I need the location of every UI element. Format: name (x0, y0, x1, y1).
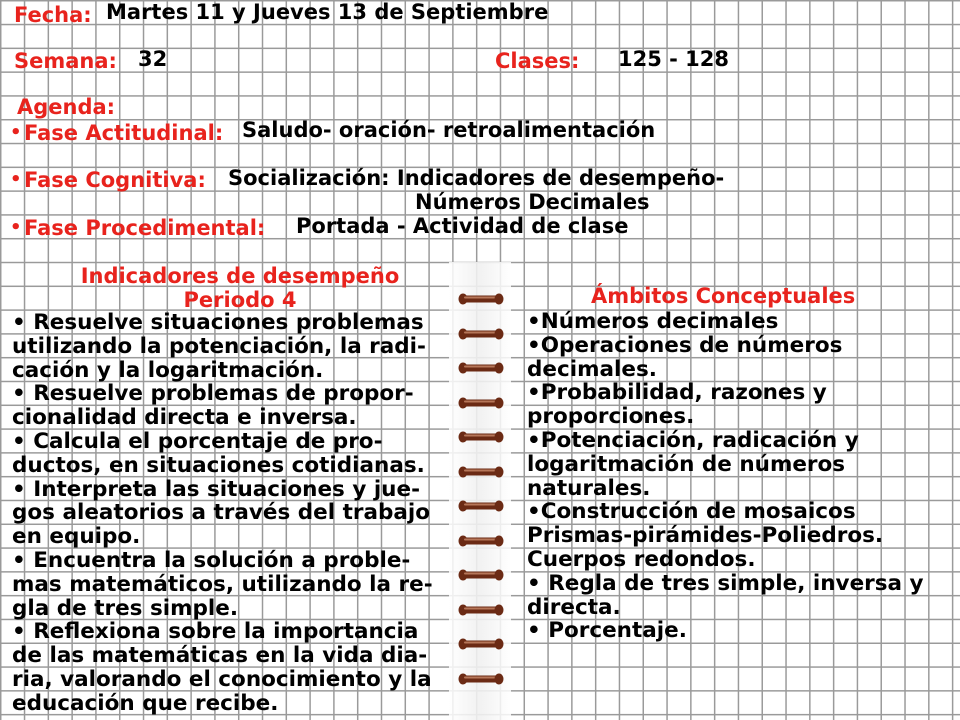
list-item: •Potenciación, radicación y (527, 427, 859, 453)
fase-actitudinal-label: Fase Actitudinal: (24, 121, 224, 145)
list-item: gos aleatorios a través del trabajo (12, 500, 431, 526)
agenda-bullet: • (10, 217, 22, 238)
list-item: •Construcción de mosaicos (527, 499, 856, 525)
spiral-ring-icon (458, 465, 504, 479)
list-item: •Probabilidad, razones y (527, 380, 827, 406)
list-item: en equipo. (12, 524, 141, 550)
spiral-ring-icon (458, 361, 504, 375)
list-item: • Regla de tres simple, inversa y (527, 570, 924, 596)
clases-value: 125 - 128 (618, 47, 730, 71)
list-item: gla de tres simple. (12, 595, 239, 621)
list-item: educación que recibe. (12, 690, 279, 716)
clases-label: Clases: (495, 49, 580, 73)
agenda-title: Agenda: (17, 95, 116, 119)
fase-cognitiva-label: Fase Cognitiva: (24, 168, 206, 192)
list-item: ria, valorando el conocimiento y la (12, 666, 432, 692)
list-item: • Interpreta las situaciones y jue- (12, 476, 420, 502)
fase-procedimental-label: Fase Procedimental: (24, 216, 266, 240)
list-item: naturales. (527, 475, 651, 501)
semana-label: Semana: (14, 49, 117, 73)
list-item: decimales. (527, 356, 657, 382)
agenda-bullet: • (10, 122, 22, 143)
fase-actitudinal-value: Saludo- oración- retroalimentación (242, 118, 656, 142)
spiral-ring-icon (458, 430, 504, 444)
spiral-ring-icon (458, 672, 504, 686)
list-item: proporciones. (527, 404, 695, 430)
list-item: • Resuelve situaciones problemas (12, 310, 424, 335)
list-item: • Calcula el porcentaje de pro- (12, 428, 383, 454)
spiral-ring-icon (458, 499, 504, 513)
list-item: • Encuentra la solución a proble- (12, 547, 411, 573)
spiral-ring-icon (458, 292, 504, 306)
spiral-ring-icon (458, 534, 504, 548)
list-item: Cuerpos redondos. (527, 546, 756, 572)
list-item: directa. (527, 594, 621, 620)
list-item: ductos, en situaciones cotidianas. (12, 452, 425, 478)
indicadores-title: Indicadores de desempeño (80, 264, 400, 288)
list-item: •Operaciones de números (527, 332, 843, 358)
spiral-ring-icon (458, 396, 504, 410)
agenda-bullet: • (10, 169, 22, 190)
list-item: logaritmación de números (527, 451, 846, 477)
semana-value: 32 (138, 47, 168, 71)
ambitos-title: Ámbitos Conceptuales (591, 284, 856, 308)
list-item: • Reflexiona sobre la importancia (12, 619, 419, 645)
indicadores-list (12, 311, 472, 716)
fase-cognitiva-value-2: Números Decimales (415, 190, 650, 214)
fase-procedimental-value: Portada - Actividad de clase (296, 214, 629, 238)
spiral-ring-icon (458, 568, 504, 582)
list-item: •Números decimales (527, 309, 779, 334)
spiral-ring-icon (458, 327, 504, 341)
fase-cognitiva-value: Socialización: Indicadores de desempeño- (228, 166, 725, 190)
list-item: cionalidad directa e inversa. (12, 405, 357, 431)
fecha-value: Martes 11 y Jueves 13 de Septiembre (106, 0, 549, 24)
list-item: • Porcentaje. (527, 618, 687, 644)
spiral-ring-icon (458, 603, 504, 617)
list-item: de las matemáticas en la vida dia- (12, 643, 428, 669)
list-item: utilizando la potenciación, la radi- (12, 333, 426, 359)
ambitos-list (527, 310, 947, 643)
fecha-label: Fecha: (14, 3, 92, 27)
list-item: Prismas-pirámides-Poliedros. (527, 523, 884, 549)
list-item: mas matemáticos, utilizando la re- (12, 571, 433, 597)
spiral-ring-icon (458, 637, 504, 651)
list-item: • Resuelve problemas de propor- (12, 381, 414, 407)
list-item: cación y la logaritmación. (12, 357, 324, 383)
indicadores-periodo: Periodo 4 (183, 288, 297, 312)
